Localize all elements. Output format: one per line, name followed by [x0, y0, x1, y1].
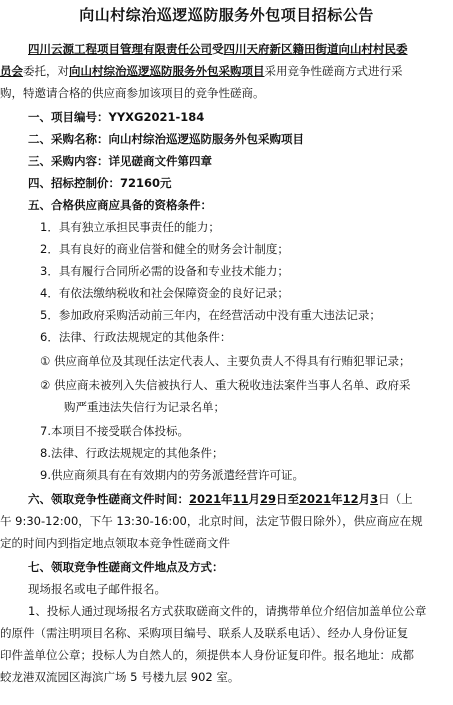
procurement-content-value: 详见磋商文件第四章	[108, 154, 212, 168]
section-6-line-2: 午 9:30-12:00，下午 13:30-16:00，北京时间，法定节假日除外），供应商应在规	[0, 514, 423, 528]
control-price	[0, 172, 453, 194]
owner-name-tail: 员会	[0, 64, 23, 78]
start-year: 2021	[189, 492, 222, 506]
section-7-line-5: 蛟龙港双流园区海滨广场 5 号楼九层 902 室。	[0, 670, 240, 684]
sub-condition-2: ② 供应商未被列入失信被执行人、重大税收违法案件当事人名单、政府采	[40, 378, 411, 392]
qualification-item: 5．参加政府采购活动前三年内，在经营活动中没有重大违法记录；	[40, 308, 381, 322]
section-7-label: 七、领取竞争性磋商文件地点及方式：	[28, 560, 224, 574]
qualification-heading	[0, 194, 453, 216]
control-price-label: 四、招标控制价：	[28, 176, 120, 190]
procurement-content-label: 三、采购内容：	[28, 154, 109, 168]
qualification-item: 9.供应商须具有在有效期内的劳务派遣经营许可证。	[40, 468, 304, 482]
project-number	[0, 106, 453, 128]
section-7-line-3: 的原件（需注明项目名称、采购项目编号、联系人及联系电话）、经办人身份证复	[0, 626, 409, 640]
sub-condition-2-continued: 购严重违法失信行为记录名单；	[64, 400, 225, 414]
date-text: 日至	[276, 492, 300, 506]
start-month: 11	[232, 492, 249, 506]
intro-line-1	[28, 38, 453, 60]
start-day: 29	[260, 492, 277, 506]
page-title: 向山村综治巡逻巡防服务外包项目招标公告	[79, 6, 374, 24]
procurement-name	[0, 128, 453, 150]
intro-line-2	[0, 60, 453, 82]
section-7-line-4: 印件盖单位公章；投标人为自然人的，须提供本人身份证复印件。报名地址：成都	[0, 648, 414, 662]
date-text: 年	[331, 492, 343, 506]
date-text-tail: 日（上	[378, 492, 413, 506]
qualification-item: 7.本项目不接受联合体投标。	[40, 424, 189, 438]
intro-connector: 受	[212, 42, 224, 56]
sub-condition-1: ① 供应商单位及其现任法定代表人、主要负责人不得具有行贿犯罪记录；	[40, 354, 411, 368]
owner-name: 四川天府新区籍田街道向山村村民委	[223, 42, 408, 56]
date-text: 年	[221, 492, 233, 506]
end-month: 12	[342, 492, 359, 506]
intro-text-tail: 采用竞争性磋商方式进行采	[264, 64, 403, 78]
qualification-item: 6．法律、行政法规规定的其他条件：	[40, 330, 232, 344]
control-price-value: 72160元	[120, 176, 172, 190]
procurement-content	[0, 150, 453, 172]
intro-line-3: 购，特邀请合格的供应商参加该项目的竞争性磋商。	[0, 86, 265, 100]
end-year: 2021	[299, 492, 332, 506]
section-6-line-3: 定的时间内到指定地点领取本竞争性磋商文件	[0, 536, 230, 550]
procurement-name-value: 向山村综治巡逻巡防服务外包采购项目	[108, 132, 304, 146]
procurement-name-label: 二、采购名称：	[28, 132, 109, 146]
qualification-heading-text: 五、合格供应商应具备的资格条件：	[28, 198, 212, 212]
section-6-line-1	[0, 488, 453, 510]
agency-name: 四川云源工程项目管理有限责任公司	[28, 42, 212, 56]
project-name-link: 向山村综治巡逻巡防服务外包采购项目	[69, 64, 265, 78]
project-number-label: 一、项目编号：	[28, 110, 109, 124]
date-text: 月	[358, 492, 371, 506]
project-number-value: YYXG2021-184	[108, 110, 205, 124]
qualification-item: 3．具有履行合同所必需的设备和专业技术能力；	[40, 264, 289, 278]
qualification-item: 2．具有良好的商业信誉和健全的财务会计制度；	[40, 242, 289, 256]
section-6-label: 六、领取竞争性磋商文件时间：	[28, 492, 189, 506]
section-7-line-1: 现场报名或电子邮件报名。	[28, 582, 166, 596]
intro-text: 委托，对	[23, 64, 69, 78]
section-7-line-2: 1、投标人通过现场报名方式获取磋商文件的，请携带单位介绍信加盖单位公章	[28, 604, 427, 618]
qualification-item: 8.法律、行政法规规定的其他条件；	[40, 446, 224, 460]
section-7-heading	[0, 556, 453, 578]
end-day: 3	[370, 492, 379, 506]
date-text: 月	[248, 492, 261, 506]
qualification-item: 1．具有独立承担民事责任的能力；	[40, 220, 220, 234]
qualification-item: 4．有依法缴纳税收和社会保障资金的良好记录；	[40, 286, 289, 300]
